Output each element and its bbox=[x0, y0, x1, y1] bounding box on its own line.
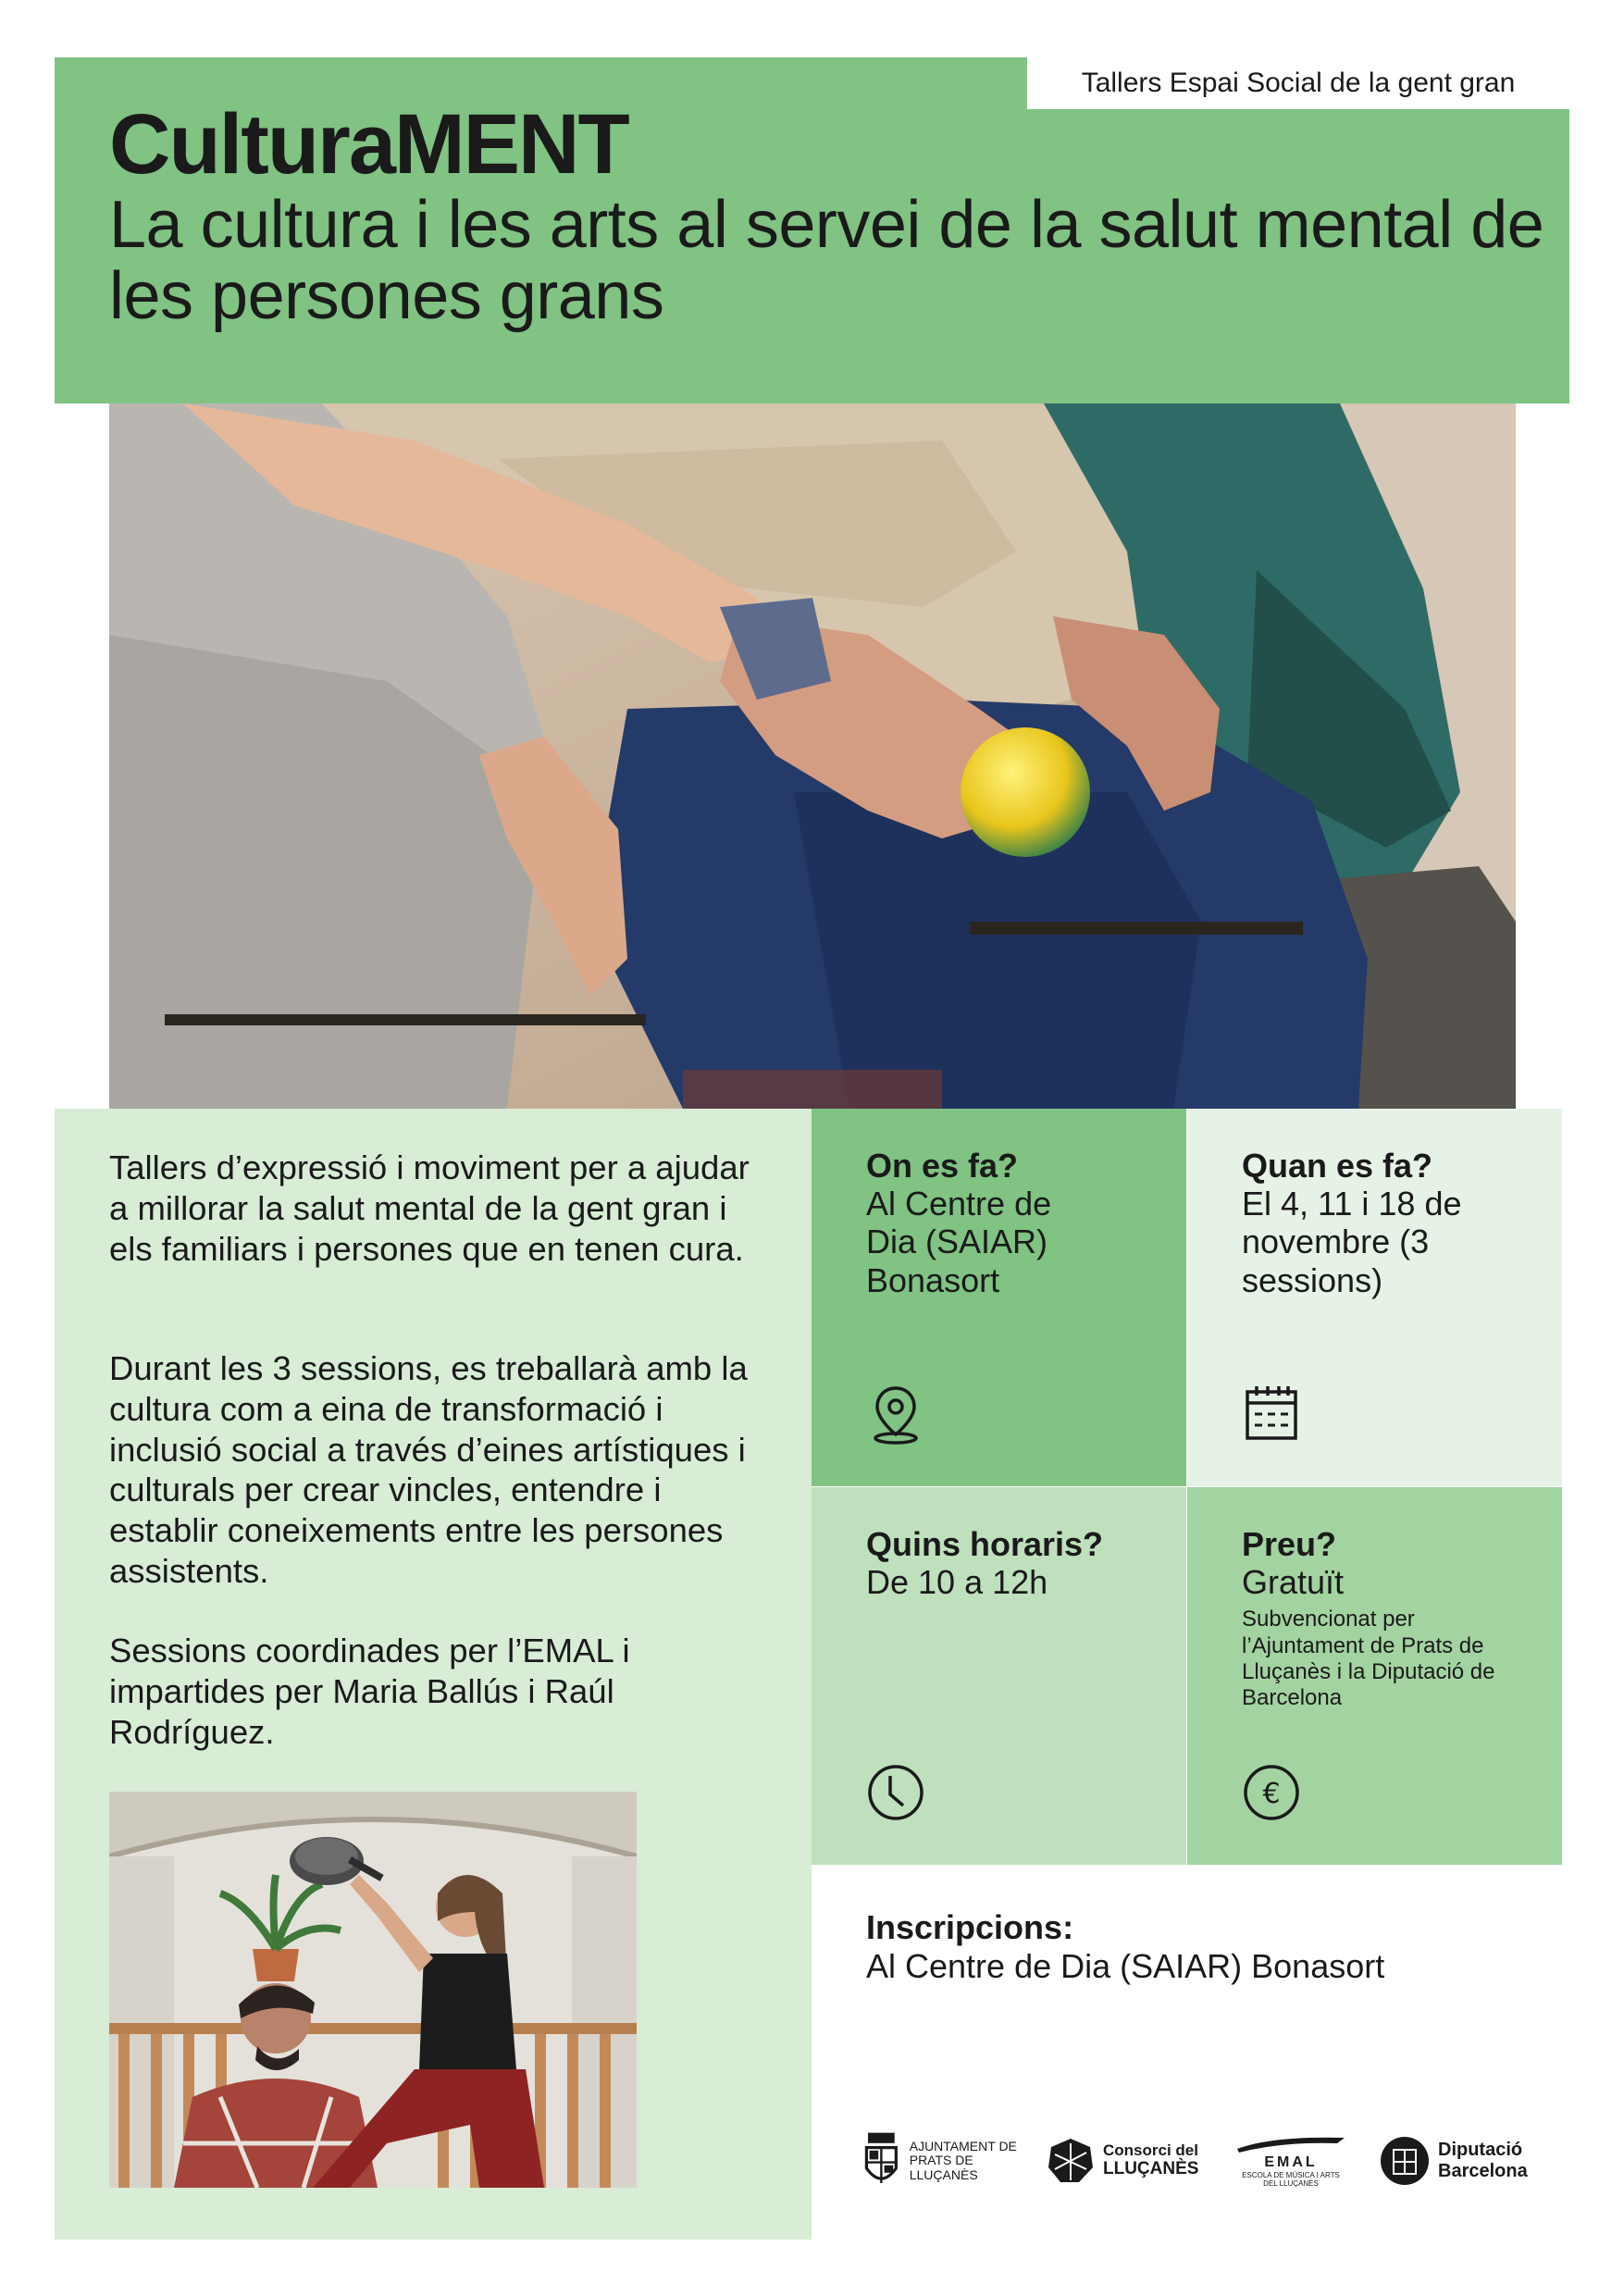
logo-consorci bbox=[1046, 2119, 1208, 2203]
logo-ajuntament-line1: AJUNTAMENT DE bbox=[909, 2138, 1017, 2153]
logo-ajuntament-line2: PRATS DE LLUÇANÈS bbox=[909, 2153, 978, 2182]
logo-diputacio bbox=[1379, 2119, 1545, 2203]
logo-emal bbox=[1231, 2119, 1351, 2203]
sponsor-logos bbox=[861, 2119, 1545, 2203]
logo-diputacio-line2: Barcelona bbox=[1438, 2161, 1528, 2181]
when-answer: El 4, 11 i 18 de novembre (3 sessions) bbox=[1242, 1184, 1462, 1300]
coat-of-arms-icon bbox=[861, 2124, 902, 2198]
logo-ajuntament bbox=[861, 2119, 1018, 2203]
emal-wave-icon bbox=[1235, 2134, 1346, 2154]
price-question: Preu? bbox=[1242, 1525, 1337, 1563]
description-paragraph-2: Durant les 3 sessions, es treballarà amb la cultura com a eina de transformació i inclusió social a través d’eines artístiques i culturals per crear vincles, entendre i establir coneixements entre les persones assistents. bbox=[109, 1349, 748, 1590]
logo-emal-name: EMAL bbox=[1264, 2154, 1318, 2170]
hours-question: Quins horaris? bbox=[866, 1525, 1104, 1563]
page-title: CulturaMENT bbox=[109, 97, 628, 192]
price-cell bbox=[1187, 1487, 1562, 1865]
price-answer: Gratuït bbox=[1242, 1562, 1345, 1601]
euro-icon bbox=[1238, 1759, 1305, 1826]
calendar-icon bbox=[1238, 1381, 1305, 1447]
hours-answer: De 10 a 12h bbox=[866, 1562, 1048, 1601]
header-tag: Tallers Espai Social de la gent gran bbox=[1027, 57, 1569, 109]
registration-label: Inscripcions: bbox=[866, 1908, 1074, 1946]
hero-photo bbox=[109, 403, 1516, 1109]
when-question: Quan es fa? bbox=[1242, 1147, 1433, 1185]
description-paragraph-3: Sessions coordinades per l’EMAL i impartides per Maria Ballús i Raúl Rodríguez. bbox=[109, 1632, 630, 1751]
description-paragraph-1: Tallers d’expressió i moviment per a ajudar a millorar la salut mental de la gent gran i els familiars i persones que en tenen cura. bbox=[109, 1148, 750, 1268]
diputacio-emblem-icon bbox=[1379, 2135, 1431, 2187]
logo-emal-line1: ESCOLA DE MÚSICA I ARTS bbox=[1242, 2171, 1340, 2179]
when-cell bbox=[1187, 1109, 1562, 1486]
logo-emal-line2: DEL LLUÇANÈS bbox=[1263, 2179, 1319, 2188]
location-pin-icon bbox=[862, 1381, 929, 1447]
hours-cell bbox=[812, 1487, 1186, 1865]
where-answer: Al Centre de Dia (SAIAR) Bonasort bbox=[866, 1184, 1052, 1300]
clock-icon bbox=[862, 1759, 929, 1826]
logo-diputacio-line1: Diputació bbox=[1438, 2140, 1523, 2160]
logo-consorci-line2: LLUÇANÈS bbox=[1103, 2158, 1199, 2178]
registration-value: Al Centre de Dia (SAIAR) Bonasort bbox=[866, 1947, 1385, 1985]
where-question: On es fa? bbox=[866, 1147, 1019, 1185]
workshop-photo bbox=[109, 1792, 637, 2188]
logo-consorci-line1: Consorci del bbox=[1103, 2141, 1198, 2160]
registration bbox=[866, 1908, 1384, 1986]
svg-text:€: € bbox=[1262, 1778, 1281, 1810]
consorci-emblem-icon bbox=[1046, 2136, 1096, 2186]
price-note: Subvencionat per l’Ajuntament de Prats de Lluçanès i la Diputació de Barcelona bbox=[1242, 1607, 1495, 1711]
where-cell bbox=[812, 1109, 1186, 1486]
page-subtitle: La cultura i les arts al servei de la salut mental de les persones grans bbox=[109, 188, 1544, 334]
